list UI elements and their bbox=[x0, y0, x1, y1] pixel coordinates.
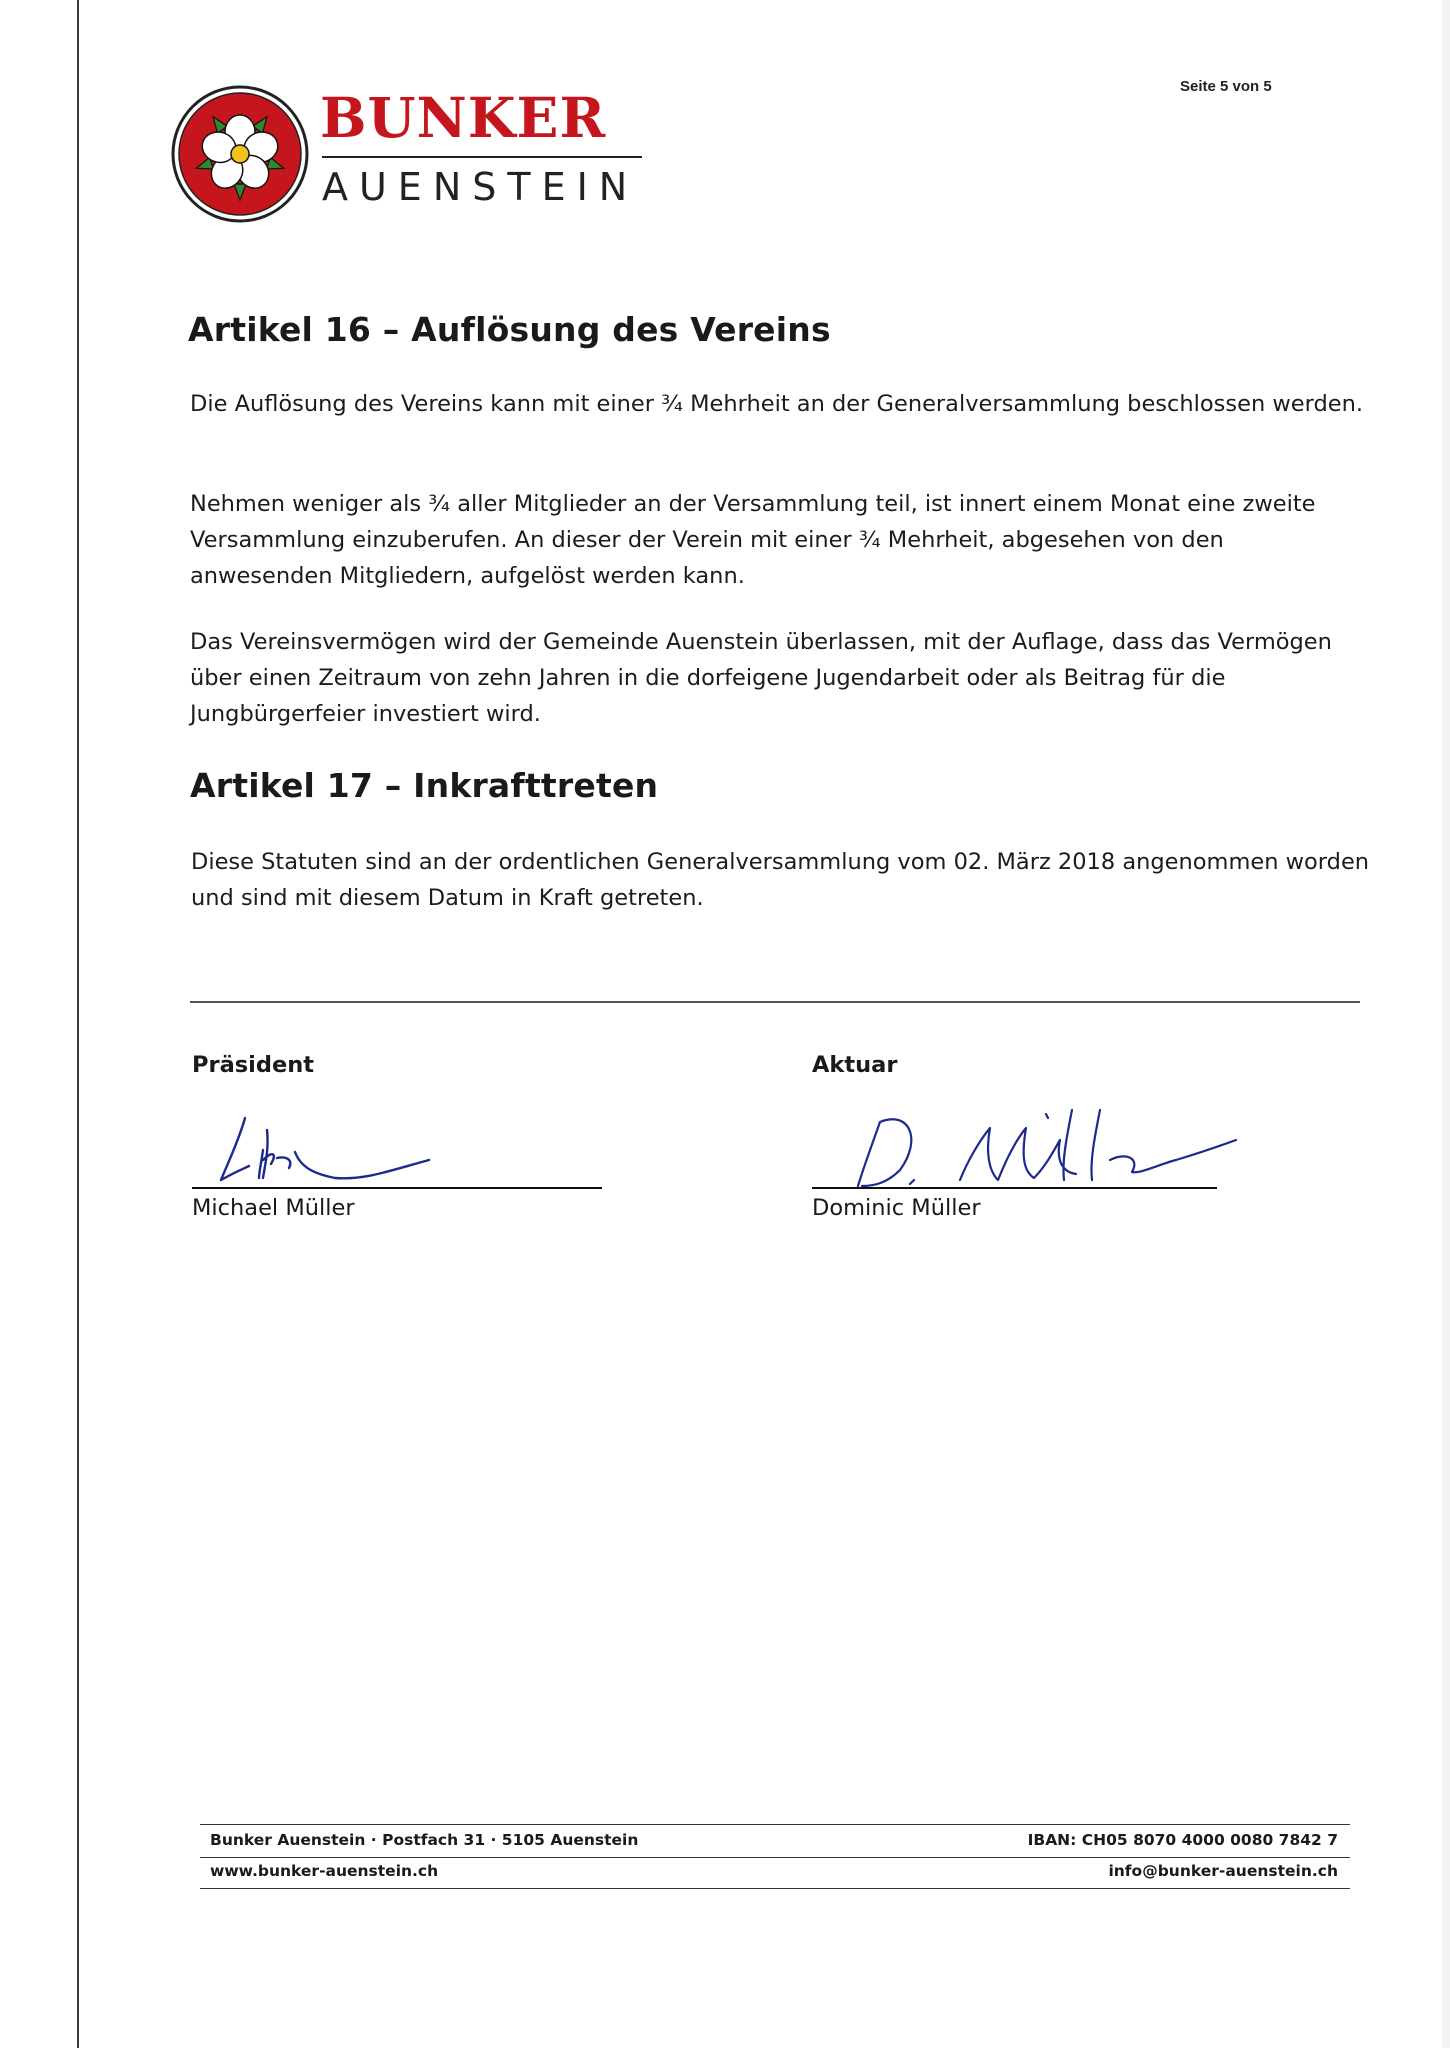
president-signature-line bbox=[192, 1187, 602, 1189]
article-16-paragraph-1: Die Auflösung des Vereins kann mit einer ¾ Mehrheit an der Generalversammlung beschlossen werden. bbox=[190, 391, 1363, 417]
page-edge-shade bbox=[1442, 0, 1450, 2048]
article-16-heading: Artikel 16 – Auflösung des Vereins bbox=[188, 310, 831, 349]
logo-title: BUNKER bbox=[320, 85, 607, 150]
secretary-role-label: Aktuar bbox=[812, 1052, 898, 1078]
footer-top-rule bbox=[200, 1824, 1350, 1825]
footer-address: Bunker Auenstein · Postfach 31 · 5105 Auenstein bbox=[210, 1831, 639, 1849]
president-role-label: Präsident bbox=[192, 1052, 315, 1078]
president-signature bbox=[215, 1110, 455, 1190]
secretary-signature bbox=[840, 1100, 1240, 1195]
logo bbox=[170, 80, 650, 230]
article-16-paragraph-3: Das Vereinsvermögen wird der Gemeinde Auenstein überlassen, mit der Auflage, dass das Vermögen über einen Zeitraum von zehn Jahren in die dorfeigene Jugendarbeit oder als Beitrag für die Jungbürgerfeier investiert wird. bbox=[190, 629, 1332, 727]
logo-subtitle: AUENSTEIN bbox=[322, 165, 639, 209]
footer-iban: IBAN: CH05 8070 4000 0080 7842 7 bbox=[1027, 1831, 1338, 1849]
secretary-name: Dominic Müller bbox=[812, 1195, 981, 1221]
article-17-paragraph-1: Diese Statuten sind an der ordentlichen Generalversammlung vom 02. März 2018 angenommen worden und sind mit diesem Datum in Kraft getreten. bbox=[191, 849, 1370, 911]
footer-website: www.bunker-auenstein.ch bbox=[210, 1862, 439, 1880]
rose-seal-icon bbox=[170, 84, 310, 224]
article-16-paragraph-2: Nehmen weniger als ¾ aller Mitglieder an der Versammlung teil, ist innert einem Monat eine zweite Versammlung einzuberufen. An dieser der Verein mit einer ¾ Mehrheit, abgesehen von den anwesenden Mitgliedern, aufgelöst werden kann. bbox=[190, 491, 1316, 589]
footer-email: info@bunker-auenstein.ch bbox=[1108, 1862, 1338, 1880]
footer-bottom-rule bbox=[200, 1888, 1350, 1889]
page-number: Seite 5 von 5 bbox=[1180, 78, 1272, 95]
binding-edge-line bbox=[77, 0, 79, 2048]
president-name: Michael Müller bbox=[192, 1195, 355, 1221]
logo-rule bbox=[322, 156, 642, 158]
section-divider bbox=[190, 1001, 1360, 1003]
footer-middle-rule bbox=[200, 1857, 1350, 1858]
article-17-heading: Artikel 17 – Inkrafttreten bbox=[190, 766, 659, 805]
secretary-signature-line bbox=[812, 1187, 1217, 1189]
